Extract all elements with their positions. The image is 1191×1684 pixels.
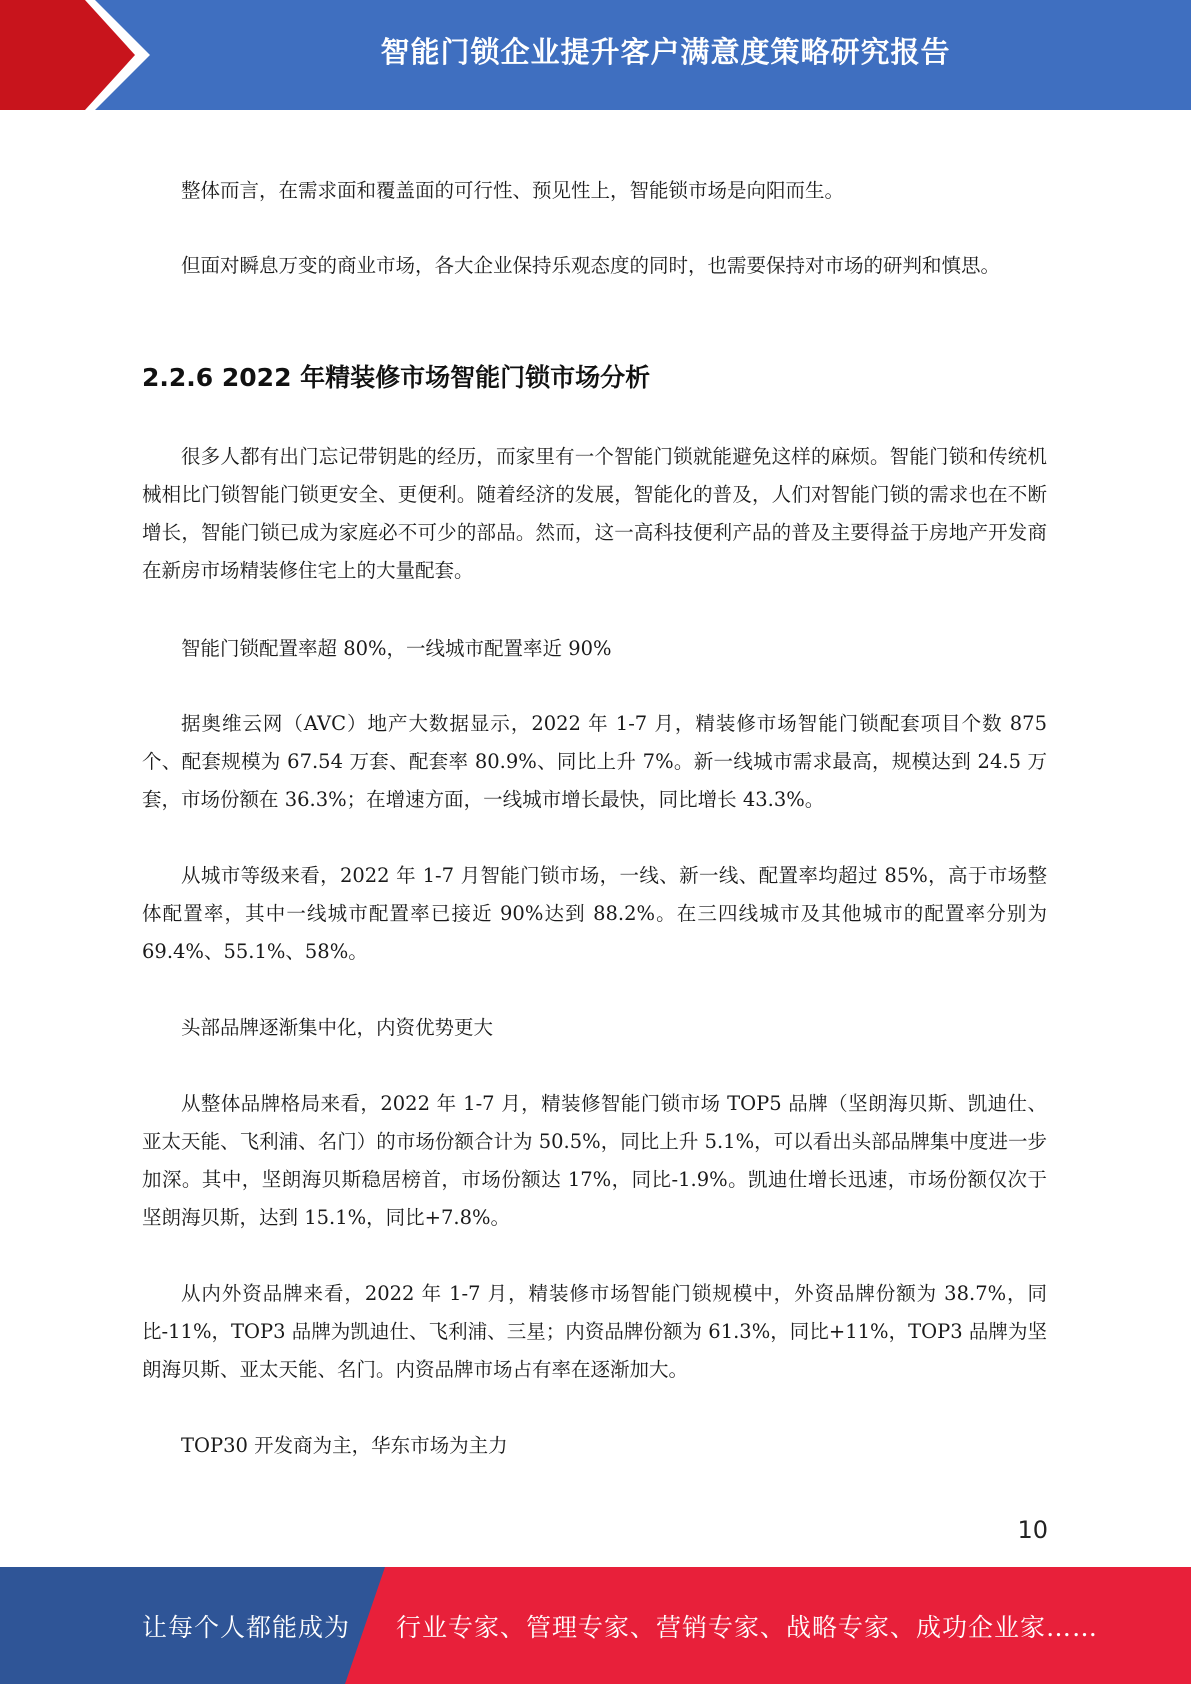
document-title: 智能门锁企业提升客户满意度策略研究报告 [380,34,951,69]
subheading-developers [142,1427,1047,1465]
paragraph: 从城市等级来看，2022 年 1-7 月智能门锁市场，一线、新一线、配置率均超过 85%，高于市场整体配置率，其中一线城市配置率已接近 90%达到 88.2%。在三四线城市及其他城市的配置率分别为 69.4%、55.1%、58%。 [142,864,1047,963]
paragraph: TOP30 开发商为主，华东市场为主力 [181,1434,508,1457]
paragraph: 据奥维云网（AVC）地产大数据显示，2022 年 1-7 月，精装修市场智能门锁配套项目个数 875 个、配套规模为 67.54 万套、配套率 80.9%、同比上升 7%。新一线城市需求最高，规模达到 24.5 万套，市场份额在 36.3%；在增速方面，一线城市增长最快，同比增长 43.3%。 [142,712,1047,811]
body-paragraph-avc [142,705,1047,819]
footer-slogan-right: 行业专家、管理专家、营销专家、战略专家、成功企业家…… [396,1612,1099,1642]
page-footer [0,1567,1191,1684]
paragraph: 智能门锁配置率超 80%，一线城市配置率近 90% [181,637,612,660]
subheading-config-rate [142,630,1047,668]
body-paragraph-brand-landscape [142,1085,1047,1237]
body-paragraph-domestic-foreign [142,1275,1047,1389]
subheading-brands [142,1009,1047,1047]
intro-paragraphs-2 [142,247,1047,285]
body-paragraph-1 [142,438,1047,590]
paragraph: 但面对瞬息万变的商业市场，各大企业保持乐观态度的同时，也需要保持对市场的研判和慎思。 [181,254,1001,277]
paragraph: 整体而言，在需求面和覆盖面的可行性、预见性上，智能锁市场是向阳而生。 [181,179,845,202]
section-heading: 2.2.6 2022 年精装修市场智能门锁市场分析 [142,363,651,392]
paragraph: 很多人都有出门忘记带钥匙的经历，而家里有一个智能门锁就能避免这样的麻烦。智能门锁和传统机械相比门锁智能门锁更安全、更便利。随着经济的发展，智能化的普及，人们对智能门锁的需求也在不断增长，智能门锁已成为家庭必不可少的部品。然而，这一高科技便利产品的普及主要得益于房地产开发商在新房市场精装修住宅上的大量配套。 [142,445,1047,582]
paragraph: 从整体品牌格局来看，2022 年 1-7 月，精装修智能门锁市场 TOP5 品牌（坚朗海贝斯、凯迪仕、亚太天能、飞利浦、名门）的市场份额合计为 50.5%，同比上升 5.1%，可以看出头部品牌集中度进一步加深。其中，坚朗海贝斯稳居榜首，市场份额达 17%，同比-1.9%。凯迪仕增长迅速，市场份额仅次于坚朗海贝斯，达到 15.1%，同比+7.8%。 [142,1092,1047,1229]
intro-paragraphs [142,172,1047,210]
paragraph: 从内外资品牌来看，2022 年 1-7 月，精装修市场智能门锁规模中，外资品牌份额为 38.7%，同比-11%，TOP3 品牌为凯迪仕、飞利浦、三星；内资品牌份额为 61.3%，同比+11%，TOP3 品牌为坚朗海贝斯、亚太天能、名门。内资品牌市场占有率在逐渐加大。 [142,1282,1047,1381]
paragraph: 头部品牌逐渐集中化，内资优势更大 [181,1016,494,1039]
body-paragraph-city-level [142,857,1047,971]
page-header [0,0,1191,110]
page-number: 10 [1017,1516,1048,1544]
footer-slogan-left: 让每个人都能成为 [142,1612,351,1642]
